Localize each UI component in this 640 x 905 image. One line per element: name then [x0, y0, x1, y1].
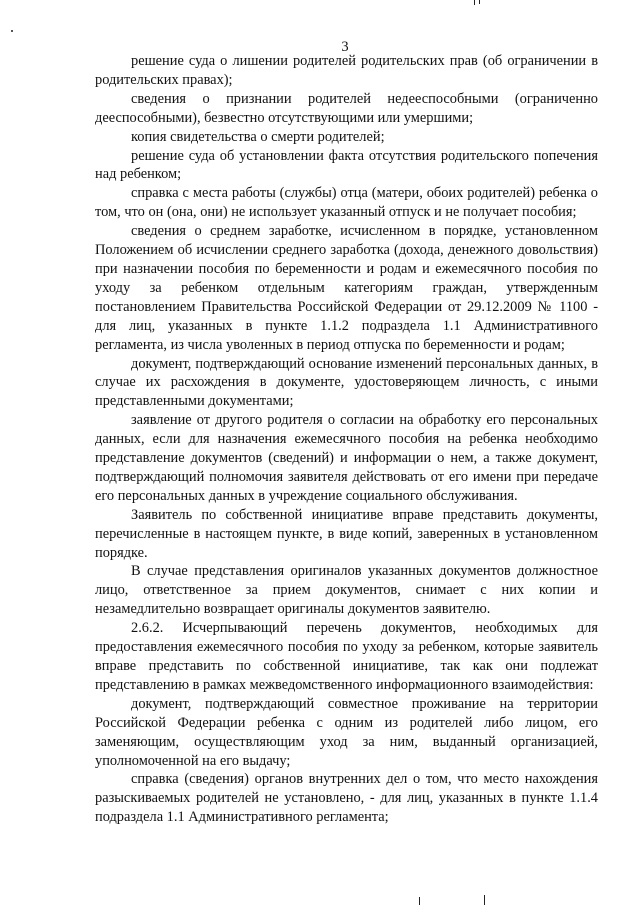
scan-artifact [479, 0, 480, 4]
paragraph-applicant-initiative: Заявитель по собственной инициативе вправе представить документы, перечисленные в настоящем пункте, в виде копий, заверенных в установленном порядке. [95, 506, 598, 561]
paragraph-cohabitation-document: документ, подтверждающий совместное проживание на территории Российской Федерации ребенка с одним из родителей либо лицом, его заменяющим, осуществляющим уход за ним, выданный организацией, уполномоченной на его выдачу; [95, 695, 598, 769]
paragraph-court-decision-no-care: решение суда об установлении факта отсутствия родительского попечения над ребенком; [95, 147, 598, 183]
page-number: 3 [341, 39, 349, 55]
paragraph-other-parent-consent: заявление от другого родителя о согласии на обработку его персональных данных, если для назначения ежемесячного пособия на ребенка необходимо представление документов (сведений) и информации о нем, а также документ, подтверждающий полномочия заявителя действовать от его имени при передаче его персональных данных в учреждение социального обслуживания. [95, 412, 598, 504]
scan-artifact [419, 897, 420, 905]
paragraph-employment-certificate: справка с места работы (службы) отца (матери, обоих родителей) ребенка о том, что он (она, они) не использует указанный отпуск и не получает пособия; [95, 185, 598, 221]
paragraph-incapacity-info: сведения о признании родителей недееспособными (ограниченно дееспособными), безвестно отсутствующими или умершими; [95, 90, 598, 126]
paragraph-police-certificate: справка (сведения) органов внутренних дел о том, что место нахождения разыскиваемых родителей не установлено, - для лиц, указанных в пункте 1.1.4 подраздела 1.1 Административного регламента; [95, 771, 598, 826]
scan-artifact [11, 30, 13, 32]
paragraph-section-2-6-2: 2.6.2. Исчерпывающий перечень документов, необходимых для предоставления ежемесячного пособия по уходу за ребенком, которые заявитель вправе представить по собственной инициативе, так как они подлежат представлению в рамках межведомственного информационного взаимодействия: [95, 620, 598, 693]
paragraph-average-earnings: сведения о среднем заработке, исчисленном в порядке, установленном Положением об исчислении среднего заработка (дохода, денежного довольствия) при назначении пособия по беременности и родам и ежемесячного пособия по уходу за ребенком отдельным категориям граждан, утвержденным постановлением Правительства Российской Федерации от 29.12.2009 № 1100 - для лиц, указанных в пункте 1.1.2 подраздела 1.1 Административного регламента, из числа уволенных в период отпуска по беременности и родам; [95, 223, 598, 353]
scan-artifact [474, 0, 475, 5]
paragraph-court-decision-deprivation: решение суда о лишении родителей родительских прав (об ограничении в родительских правах); [95, 53, 598, 88]
paragraph-death-certificate: копия свидетельства о смерти родителей; [131, 128, 385, 145]
paragraph-originals-return: В случае представления оригиналов указанных документов должностное лицо, ответственное за прием документов, снимает с них копии и незамедлительно возвращает оригиналы документов заявителю. [95, 563, 598, 618]
paragraph-personal-data-change: документ, подтверждающий основание изменений персональных данных, в случае их расхождения в документе, удостоверяющем личность, с иными представленными документами; [95, 355, 598, 410]
scan-artifact [484, 895, 485, 905]
document-body [95, 52, 598, 827]
